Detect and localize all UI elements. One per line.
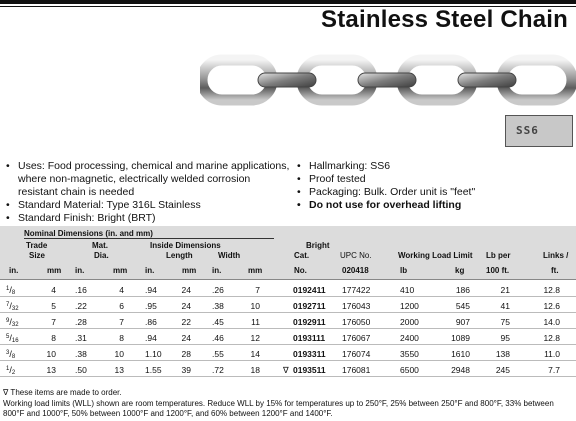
cell-upc: 176067: [342, 333, 371, 343]
cell-dia-in: .31: [75, 333, 87, 343]
hallmark-inset: [505, 115, 573, 147]
cell-size-mm: 13: [46, 365, 56, 375]
bullet-packaging: • Packaging: Bulk. Order unit is "feet": [297, 186, 572, 199]
cell-len-in: 1.10: [145, 349, 162, 359]
title-bar: [0, 0, 576, 38]
cell-dia-mm: 8: [119, 333, 124, 343]
bullet-hallmarking: • Hallmarking: SS6: [297, 160, 572, 173]
table-row: [0, 297, 576, 313]
cell-dia-mm: 13: [114, 365, 124, 375]
table-row: [0, 361, 576, 377]
chain-links: [202, 60, 572, 100]
cell-dia-mm: 7: [119, 317, 124, 327]
cell-upc: 176043: [342, 301, 371, 311]
cell-len-mm: 24: [181, 285, 191, 295]
th-length: Length: [166, 251, 193, 260]
bullets-left: [6, 160, 291, 225]
cell-cat: 0192711: [293, 301, 326, 311]
th-links-ft: ft.: [551, 266, 559, 275]
cell-len-mm: 39: [181, 365, 191, 375]
th-in-1: in.: [9, 266, 19, 275]
th-wll-lb: lb: [400, 266, 408, 275]
cell-lb-per: 21: [500, 285, 510, 295]
th-upc: UPC No.: [340, 251, 372, 260]
table-row: [0, 345, 576, 361]
table-row: [0, 281, 576, 297]
cell-wid-in: .45: [212, 317, 224, 327]
cell-lb-per: 95: [500, 333, 510, 343]
cell-trade-size: $^7/_{32}$: [6, 301, 19, 312]
cell-upc: 176081: [342, 365, 371, 375]
th-trade: Trade: [26, 241, 48, 250]
th-mm-2: mm: [113, 266, 128, 275]
cell-wll-kg: 2948: [451, 365, 470, 375]
cell-wid-mm: 14: [250, 349, 260, 359]
cell-wll-lb: 2000: [400, 317, 419, 327]
th-cat: Cat.: [294, 251, 310, 260]
th-inside-dims: Inside Dimensions: [150, 241, 221, 250]
th-group-rule: [24, 238, 274, 239]
header-divider: [0, 279, 576, 280]
cell-wid-in: .46: [212, 333, 224, 343]
cell-wll-kg: 907: [455, 317, 470, 327]
th-lb-per-100: 100 ft.: [486, 266, 510, 275]
cell-dia-in: .16: [75, 285, 87, 295]
cell-cat: 0193111: [293, 333, 326, 343]
cell-len-in: 1.55: [145, 365, 162, 375]
cell-dia-mm: 6: [119, 301, 124, 311]
th-in-2: in.: [75, 266, 85, 275]
th-in-4: in.: [212, 266, 222, 275]
footnotes: [3, 388, 575, 419]
table-row: [0, 329, 576, 345]
bullets-right: [297, 160, 572, 212]
th-links: Links /: [543, 251, 569, 260]
cell-wid-in: .72: [212, 365, 224, 375]
bullet-material: • Standard Material: Type 316L Stainless: [6, 199, 291, 212]
cell-lb-per: 138: [495, 349, 510, 359]
cell-upc: 176074: [342, 349, 371, 359]
th-cat-no: No.: [294, 266, 307, 275]
cell-mark: ∇: [283, 365, 289, 375]
th-wll: Working Load Limit: [398, 251, 473, 260]
cell-wll-kg: 1610: [451, 349, 470, 359]
cell-wll-lb: 6500: [400, 365, 419, 375]
cell-cat: 0193511: [293, 365, 326, 375]
cell-size-mm: 8: [51, 333, 56, 343]
cell-trade-size: $^5/_{16}$: [6, 333, 19, 344]
footnote-wll: Working load limits (WLL) shown are room temperatures. Reduce WLL by 15% for temperatures up to 250°F, 25% between 250°F and 800°F, 33% between 800°F and 1000°F, 50% between 1000°F and 1200°F, and 60% between 1200°F and 1400°F.: [3, 399, 554, 418]
hallmark-stamp: SS6: [516, 124, 539, 137]
cell-dia-in: .50: [75, 365, 87, 375]
th-group-nominal: Nominal Dimensions (in. and mm): [24, 229, 153, 238]
cell-dia-in: .28: [75, 317, 87, 327]
th-mm-4: mm: [248, 266, 263, 275]
cell-wll-kg: 1089: [451, 333, 470, 343]
th-mm-3: mm: [182, 266, 197, 275]
cell-len-in: .95: [145, 301, 157, 311]
th-dia: Dia.: [94, 251, 109, 260]
th-mm-1: mm: [47, 266, 62, 275]
cell-wll-lb: 410: [400, 285, 415, 295]
cell-len-in: .94: [145, 333, 157, 343]
cell-wid-in: .38: [212, 301, 224, 311]
cell-links: 11.0: [544, 349, 560, 359]
cell-links: 12.6: [543, 301, 560, 311]
cell-dia-mm: 10: [114, 349, 124, 359]
cell-dia-in: .22: [75, 301, 87, 311]
cell-wid-mm: 10: [250, 301, 260, 311]
row-rule: [0, 376, 576, 377]
th-in-3: in.: [145, 266, 155, 275]
cell-wid-in: .26: [212, 285, 224, 295]
cell-size-mm: 4: [51, 285, 56, 295]
cell-wll-kg: 186: [455, 285, 470, 295]
cell-wll-lb: 3550: [400, 349, 419, 359]
th-mat: Mat.: [92, 241, 108, 250]
cell-trade-size: $^1/_8$: [6, 285, 16, 296]
cell-lb-per: 41: [500, 301, 510, 311]
cell-upc: 176050: [342, 317, 371, 327]
cell-wid-in: .55: [212, 349, 224, 359]
cell-cat: 0192911: [293, 317, 326, 327]
cell-dia-mm: 4: [119, 285, 124, 295]
cell-links: 12.8: [543, 285, 560, 295]
cell-size-mm: 7: [51, 317, 56, 327]
title-rule: [0, 0, 576, 4]
cell-trade-size: $^9/_{32}$: [6, 317, 19, 328]
cell-wid-mm: 11: [251, 317, 260, 327]
cell-cat: 0192411: [293, 285, 326, 295]
cell-len-in: .86: [145, 317, 157, 327]
cell-size-mm: 10: [46, 349, 56, 359]
bullet-proof: • Proof tested: [297, 173, 572, 186]
cell-lb-per: 245: [495, 365, 510, 375]
bullet-finish: • Standard Finish: Bright (BRT): [6, 212, 291, 225]
cell-links: 7.7: [548, 365, 560, 375]
cell-lb-per: 75: [500, 317, 510, 327]
bullet-uses: • Uses: Food processing, chemical and marine applications, where non-magnetic, electrically welded corrosion resistant chain is needed: [6, 160, 291, 199]
cell-trade-size: $^3/_8$: [6, 349, 16, 360]
cell-len-mm: 28: [181, 349, 191, 359]
cell-size-mm: 5: [51, 301, 56, 311]
cell-wll-lb: 1200: [400, 301, 419, 311]
cell-links: 12.8: [543, 333, 560, 343]
th-upc-prefix: 020418: [342, 266, 369, 275]
th-wll-kg: kg: [455, 266, 465, 275]
cell-wid-mm: 12: [250, 333, 260, 343]
th-lb-per: Lb per: [486, 251, 511, 260]
cell-len-mm: 24: [181, 301, 191, 311]
page-title: Stainless Steel Chain: [321, 6, 568, 33]
table-row: [0, 313, 576, 329]
cell-links: 14.0: [543, 317, 560, 327]
cell-len-mm: 24: [181, 333, 191, 343]
cell-wll-lb: 2400: [400, 333, 419, 343]
cell-wll-kg: 545: [455, 301, 470, 311]
bullet-warning: • Do not use for overhead lifting: [297, 199, 572, 212]
cell-wid-mm: 18: [250, 365, 260, 375]
cell-trade-size: $^1/_2$: [6, 365, 16, 376]
cell-cat: 0193311: [293, 349, 326, 359]
cell-wid-mm: 7: [255, 285, 260, 295]
cell-len-in: .94: [145, 285, 157, 295]
footnote-made-to-order: ∇ These items are made to order.: [3, 388, 122, 397]
cell-dia-in: .38: [75, 349, 87, 359]
th-bright: Bright: [306, 241, 330, 250]
cell-len-mm: 22: [181, 317, 191, 327]
th-size: Size: [29, 251, 46, 260]
cell-upc: 177422: [342, 285, 371, 295]
th-width: Width: [218, 251, 241, 260]
